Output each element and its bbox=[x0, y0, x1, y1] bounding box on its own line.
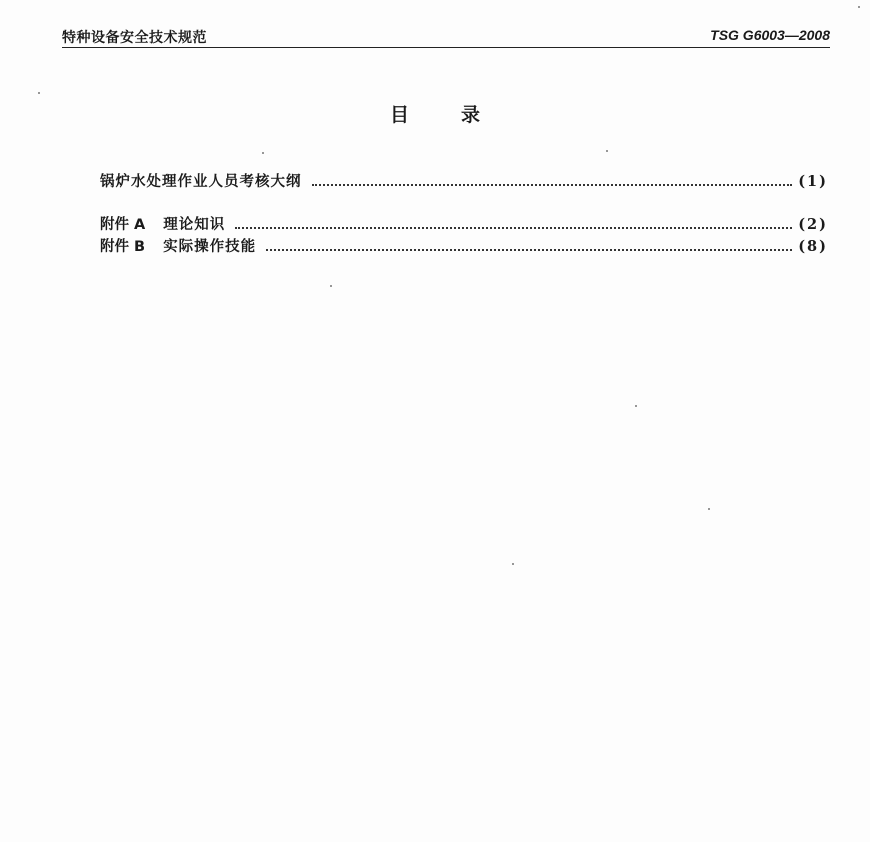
dot-leader bbox=[235, 227, 792, 229]
toc-entry-appendix-a[interactable] bbox=[100, 213, 828, 235]
header-series-title: 特种设备安全技术规范 bbox=[62, 30, 207, 46]
dot-leader bbox=[266, 249, 792, 251]
scan-speck bbox=[330, 285, 332, 287]
scan-speck bbox=[708, 508, 710, 510]
toc-title: 目录 bbox=[389, 104, 532, 126]
toc-appendices bbox=[100, 213, 828, 257]
toc-entry-label: 理论知识 bbox=[163, 217, 226, 233]
scan-speck bbox=[512, 563, 514, 565]
scan-speck bbox=[606, 150, 608, 152]
toc-entry-appendix-b[interactable] bbox=[100, 235, 828, 257]
toc-entry-label: 锅炉水处理作业人员考核大纲 bbox=[100, 174, 302, 190]
dot-leader bbox=[312, 184, 793, 186]
running-header bbox=[62, 27, 830, 48]
toc-entry-page: (1) bbox=[798, 173, 828, 190]
toc-main bbox=[100, 170, 828, 192]
toc-entry-page: (2) bbox=[798, 216, 828, 233]
header-standard-number: TSG G6003—2008 bbox=[710, 27, 830, 43]
scan-speck bbox=[635, 405, 637, 407]
scan-speck bbox=[262, 152, 264, 154]
toc-entry-prefix: 附件 B bbox=[100, 239, 146, 255]
toc-entry-main[interactable] bbox=[100, 170, 828, 192]
toc-entry-prefix: 附件 A bbox=[100, 217, 146, 233]
scan-speck bbox=[858, 6, 860, 8]
toc-entry-page: (8) bbox=[798, 238, 828, 255]
scan-speck bbox=[38, 92, 40, 94]
toc-entry-label: 实际操作技能 bbox=[163, 239, 257, 255]
